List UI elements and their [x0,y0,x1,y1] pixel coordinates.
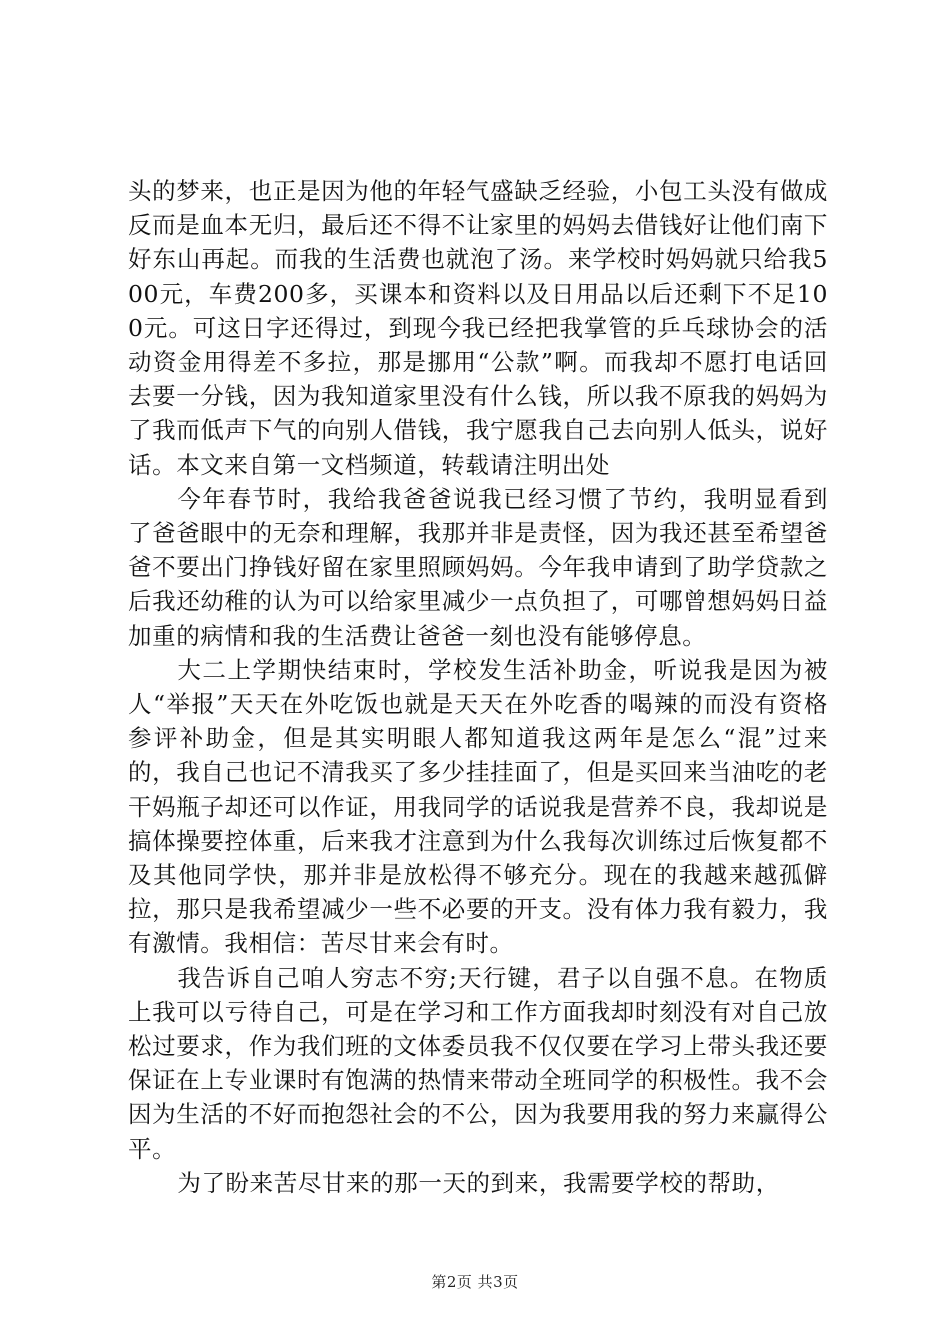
paragraph-3: 大二上学期快结束时，学校发生活补助金，听说我是因为被人“举报”天天在外吃饭也就是天天在外吃香的喝辣的而没有资格参评补助金，但是其实明眼人都知道我这两年是怎么“混”过来的，我自己也记不清我买了多少挂挂面了，但是买回来当油吃的老干妈瓶子却还可以作证，用我同学的话说我是营养不良，我却说是搞体操要控体重，后来我才注意到为什么我每次训练过后恢复都不及其他同学快，那并非是放松得不够充分。现在的我越来越孤僻拉，那只是我希望减少一些不必要的开支。没有体力我有毅力，我有激情。我相信：苦尽甘来会有时。 [128,655,828,958]
page-number-footer: 第2页 共3页 [431,1273,519,1291]
paragraph-2: 今年春节时，我给我爸爸说我已经习惯了节约，我明显看到了爸爸眼中的无奈和理解，我那并非是责怪，因为我还甚至希望爸爸不要出门挣钱好留在家里照顾妈妈。今年我申请到了助学贷款之后我还幼稚的认为可以给家里减少一点负担了，可哪曾想妈妈日益加重的病情和我的生活费让爸爸一刻也没有能够停息。 [128,484,828,650]
document-body [128,174,828,1200]
paragraph-1: 头的梦来，也正是因为他的年轻气盛缺乏经验，小包工头没有做成反而是血本无归，最后还不得不让家里的妈妈去借钱好让他们南下好东山再起。而我的生活费也就泡了汤。来学校时妈妈就只给我500元，车费200多，买课本和资料以及日用品以后还剩下不足100元。可这日字还得过，到现今我已经把我掌管的乒乓球协会的活动资金用得差不多拉，那是挪用“公款”啊。而我却不愿打电话回去要一分钱，因为我知道家里没有什么钱，所以我不原我的妈妈为了我而低声下气的向别人借钱，我宁愿我自己去向别人低头，说好话。本文来自第一文档频道，转载请注明出处 [128,177,828,479]
paragraph-4: 我告诉自己咱人穷志不穷;天行键，君子以自强不息。在物质上我可以亏待自己，可是在学习和工作方面我却时刻没有对自己放松过要求，作为我们班的文体委员我不仅仅要在学习上带头我还要保证在上专业课时有饱满的热情来带动全班同学的积极性。我不会因为生活的不好而抱怨社会的不公，因为我要用我的努力来赢得公平。 [128,963,828,1163]
paragraph-5: 为了盼来苦尽甘来的那一天的到来，我需要学校的帮助， [177,1168,780,1197]
